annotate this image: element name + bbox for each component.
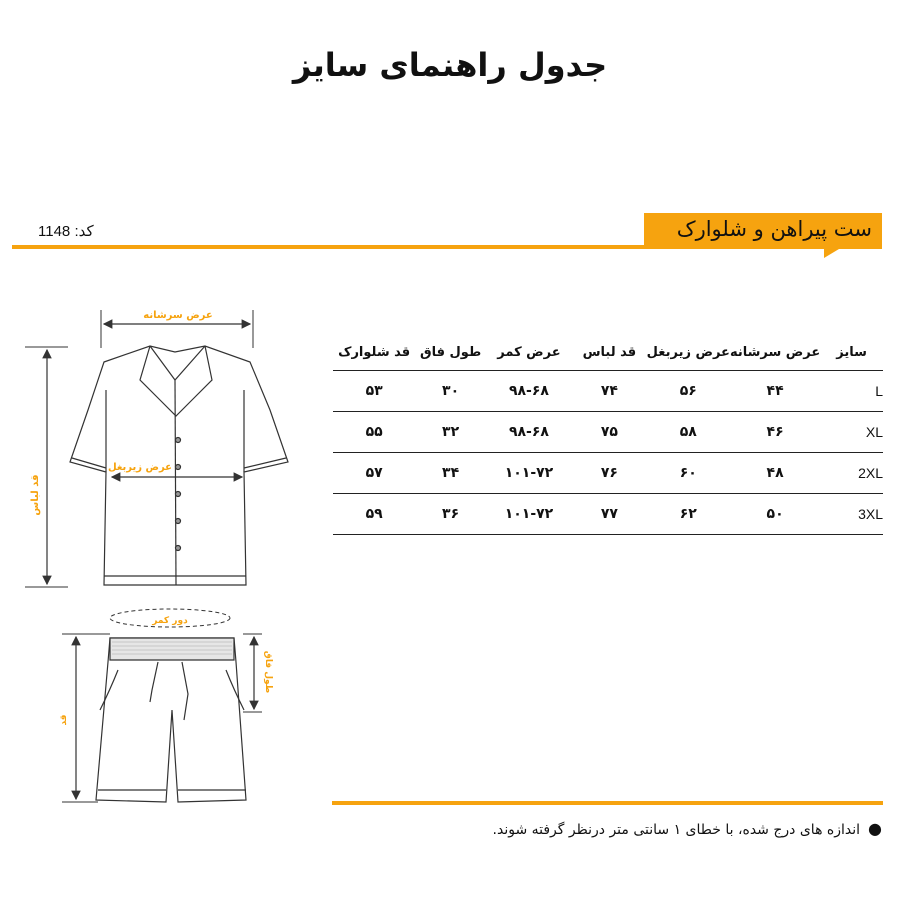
cell-chest: ۵۸ <box>647 412 730 453</box>
header-waist: عرض کمر <box>486 334 572 371</box>
chest-width-label: عرض زیربغل <box>107 462 173 473</box>
cell-chest: ۵۶ <box>647 371 730 412</box>
cell-shoulder: ۴۸ <box>730 453 820 494</box>
shorts-drawing <box>96 638 246 802</box>
cell-size: 2XL <box>820 453 883 494</box>
waist-label: دور کمر <box>152 616 188 626</box>
header-shorts-length: قد شلوارک <box>333 334 415 371</box>
cell-waist: ۱۰۱-۷۲ <box>486 453 572 494</box>
footnote-text: اندازه های درج شده، با خطای ۱ سانتی متر درنظر گرفته شوند. <box>492 822 861 838</box>
header-chest: عرض زیربغل <box>647 334 730 371</box>
footnote <box>493 819 882 838</box>
size-table <box>333 334 883 535</box>
cell-rise: ۳۲ <box>415 412 485 453</box>
cell-shoulder: ۴۶ <box>730 412 820 453</box>
shirt-drawing <box>70 346 288 585</box>
shirt-length-label: قد لباس <box>30 474 41 516</box>
garment-diagram <box>0 290 320 820</box>
cell-shoulder: ۴۴ <box>730 371 820 412</box>
cell-rise: ۳۴ <box>415 453 485 494</box>
cell-rise: ۳۶ <box>415 494 485 535</box>
rise-label: طول فاق <box>263 650 273 694</box>
cell-waist: ۱۰۱-۷۲ <box>486 494 572 535</box>
product-code <box>38 222 94 240</box>
tab-notch <box>824 249 839 258</box>
rise-measure <box>243 634 273 712</box>
product-code-label: کد: <box>74 223 94 240</box>
shoulder-width-label: عرض سرشانه <box>143 310 213 321</box>
cell-shirt-length: ۷۴ <box>572 371 647 412</box>
header-size: سایز <box>820 334 883 371</box>
cell-shirt-length: ۷۵ <box>572 412 647 453</box>
cell-chest: ۶۰ <box>647 453 730 494</box>
cell-shirt-length: ۷۷ <box>572 494 647 535</box>
cell-shoulder: ۵۰ <box>730 494 820 535</box>
cell-shorts-length: ۵۳ <box>333 371 415 412</box>
product-code-value: 1148 <box>38 223 71 240</box>
cell-size: L <box>820 371 883 412</box>
cell-shirt-length: ۷۶ <box>572 453 647 494</box>
table-row <box>333 371 883 412</box>
cell-waist: ۹۸-۶۸ <box>486 412 572 453</box>
footer-rule <box>332 801 883 805</box>
shoulder-width-measure <box>101 310 253 348</box>
header-shoulder: عرض سرشانه <box>730 334 820 371</box>
cell-shorts-length: ۵۹ <box>333 494 415 535</box>
shirt-length-measure <box>25 347 68 587</box>
cell-shorts-length: ۵۵ <box>333 412 415 453</box>
table-row <box>333 494 883 535</box>
product-name-tab: ست پیراهن و شلوارک <box>644 213 882 246</box>
table-row <box>333 453 883 494</box>
table-row <box>333 412 883 453</box>
page-title: جدول راهنمای سایز <box>292 46 608 84</box>
cell-size: XL <box>820 412 883 453</box>
header-rise: طول فاق <box>415 334 485 371</box>
table-header-row <box>333 334 883 371</box>
cell-size: 3XL <box>820 494 883 535</box>
cell-waist: ۹۸-۶۸ <box>486 371 572 412</box>
shorts-length-label: قد <box>59 714 69 726</box>
cell-shorts-length: ۵۷ <box>333 453 415 494</box>
cell-chest: ۶۲ <box>647 494 730 535</box>
cell-rise: ۳۰ <box>415 371 485 412</box>
header-shirt-length: قد لباس <box>572 334 647 371</box>
bullet-icon: ● <box>868 819 882 838</box>
waist-measure <box>110 609 230 627</box>
